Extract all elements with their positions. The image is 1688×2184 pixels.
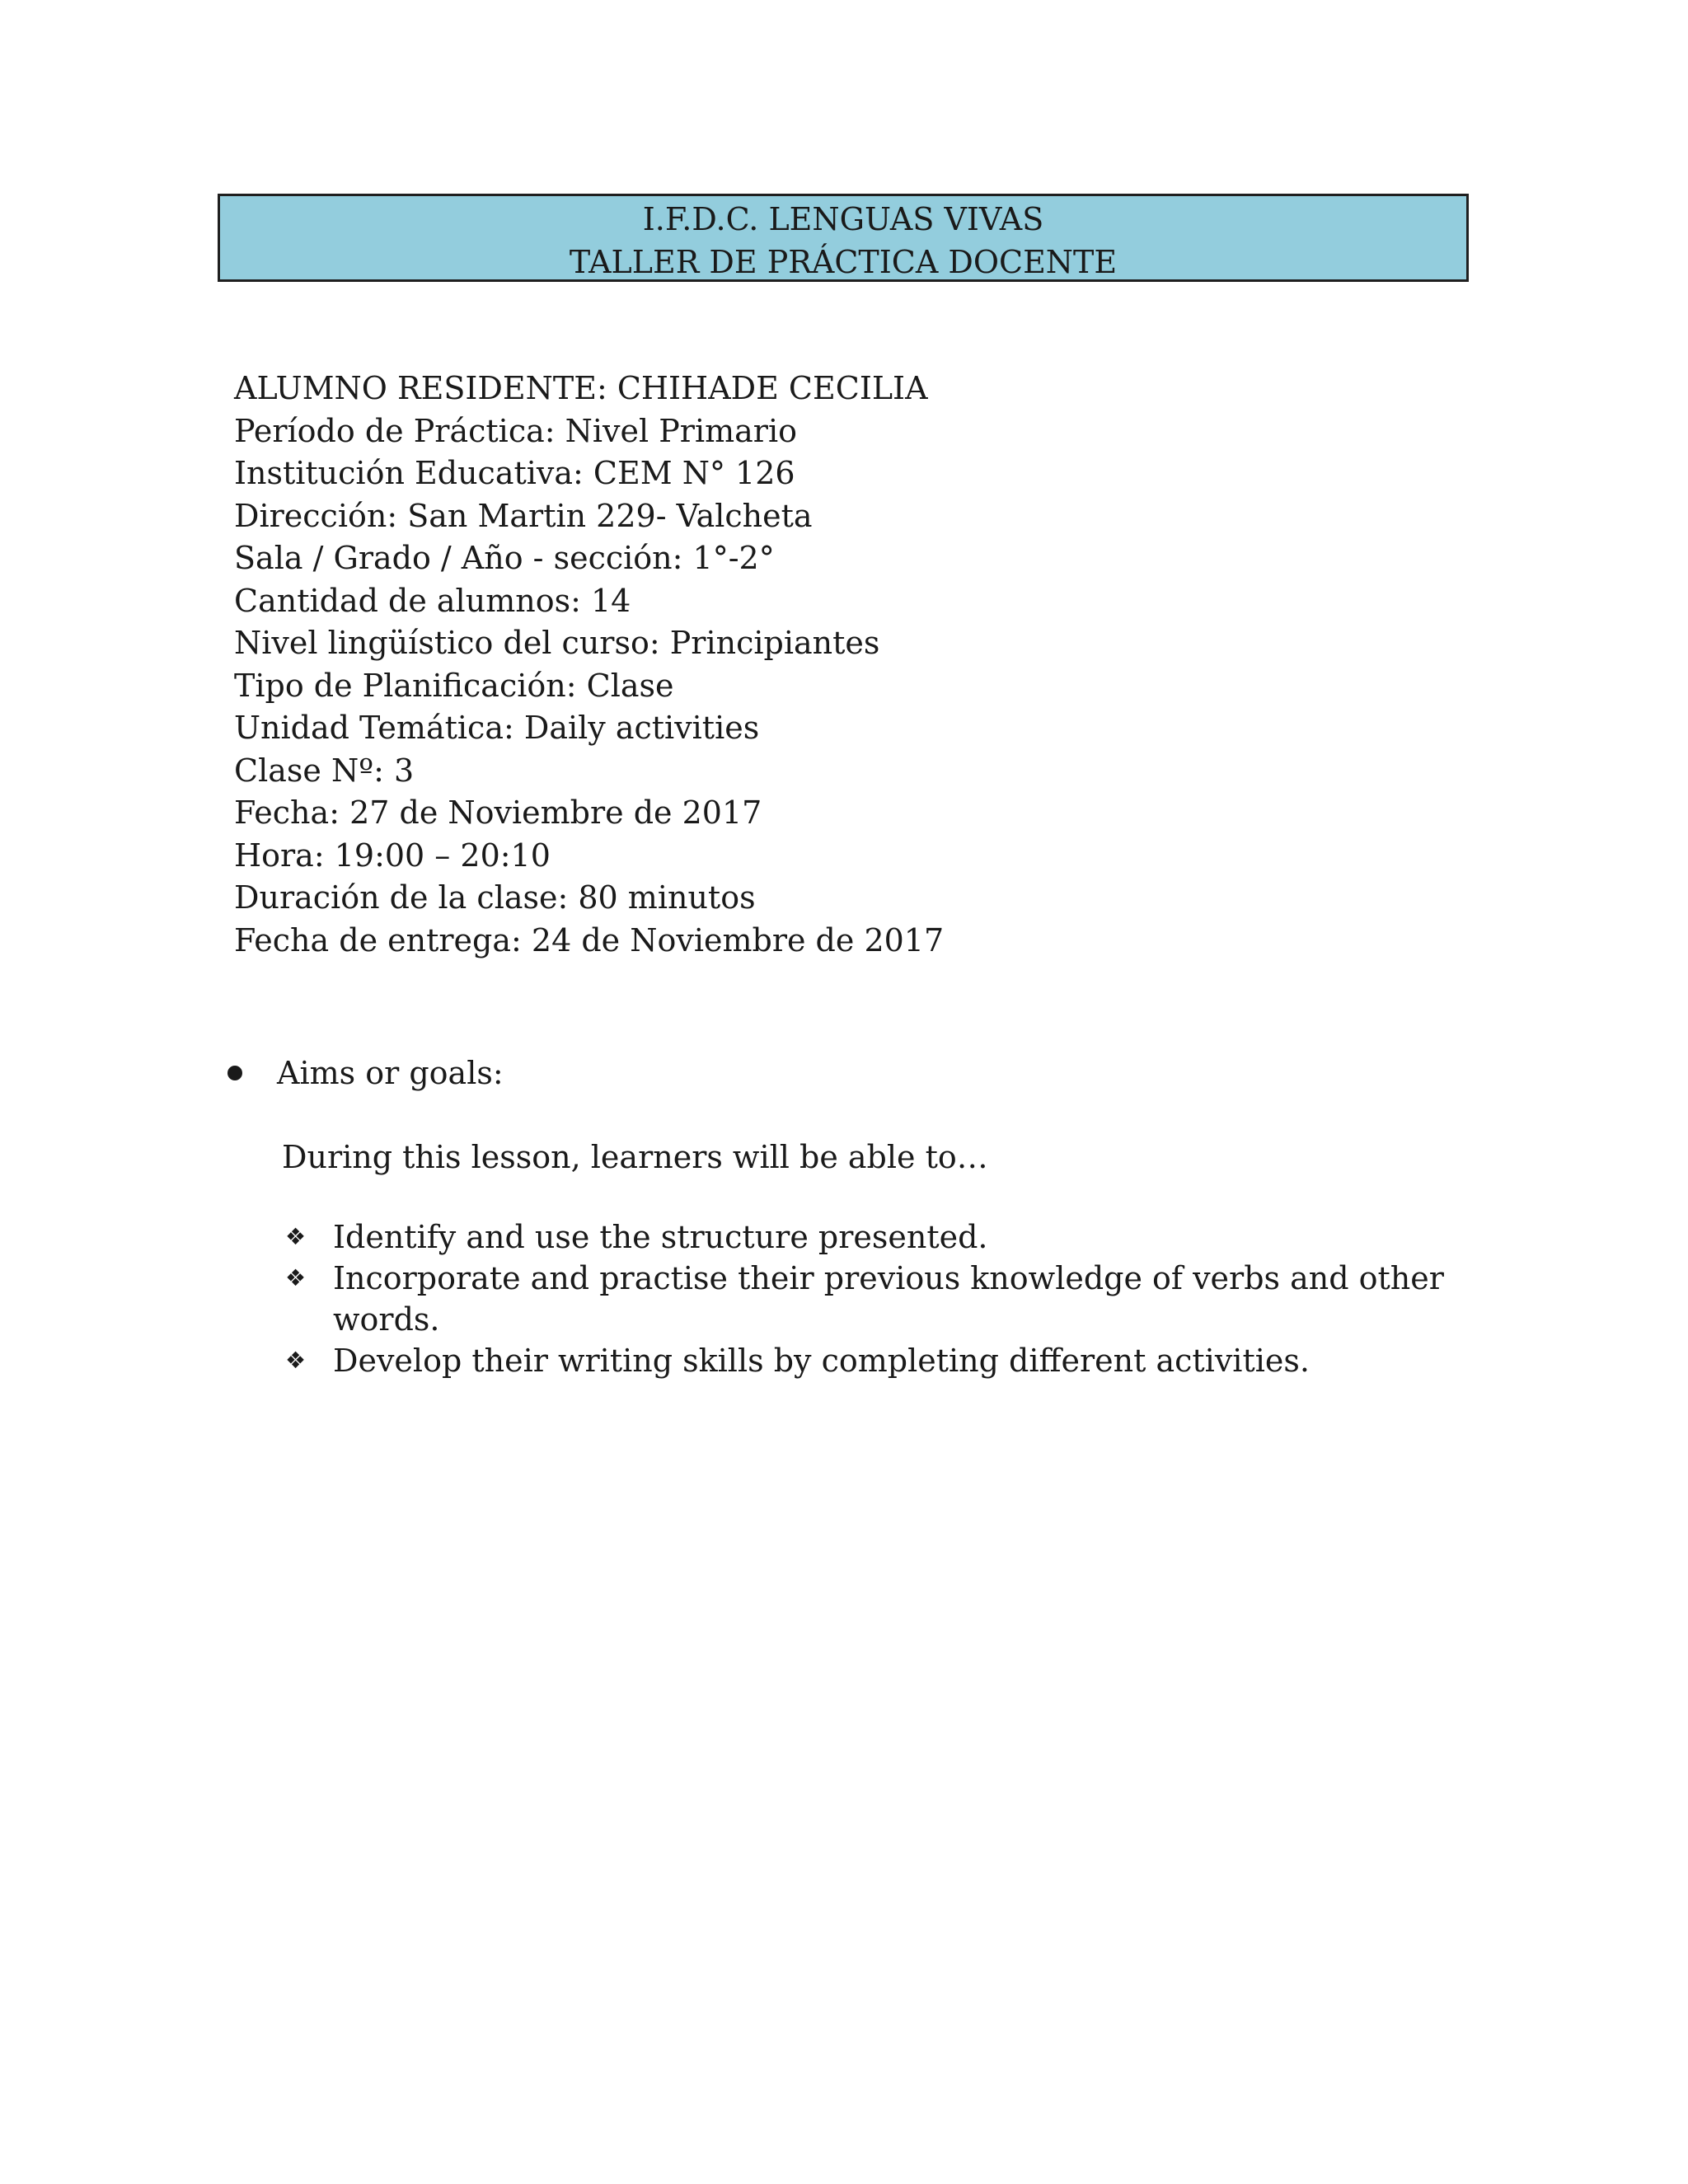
info-plan-type: Tipo de Planificación: Clase	[234, 667, 674, 704]
info-student-count: Cantidad de alumnos: 14	[234, 582, 631, 619]
workshop-title: TALLER DE PRÁCTICA DOCENTE	[569, 244, 1118, 280]
info-institution: Institución Educativa: CEM N° 126	[234, 455, 795, 491]
list-item	[285, 1216, 1456, 1258]
info-time: Hora: 19:00 – 20:10	[234, 837, 551, 874]
info-duration: Duración de la clase: 80 minutos	[234, 879, 756, 916]
aims-intro: During this lesson, learners will be able to…	[282, 1139, 988, 1175]
info-student: ALUMNO RESIDENTE: CHIHADE CECILIA	[234, 370, 928, 406]
goal-text: Incorporate and practise their previous knowledge of verbs and other words.	[333, 1260, 1444, 1338]
aims-section	[224, 1052, 1543, 1094]
diamond-bullet-icon: ❖	[285, 1223, 307, 1250]
institution-title: I.F.D.C. LENGUAS VIVAS	[642, 201, 1044, 237]
list-item	[285, 1340, 1456, 1381]
info-practice-period: Período de Práctica: Nivel Primario	[234, 412, 797, 449]
info-delivery-date: Fecha de entrega: 24 de Noviembre de 2017	[234, 921, 945, 958]
goal-text: Develop their writing skills by completing different activities.	[333, 1343, 1310, 1379]
bullet-icon	[227, 1066, 242, 1080]
list-item	[285, 1258, 1456, 1340]
header-box	[218, 194, 1469, 282]
aims-heading: Aims or goals:	[277, 1055, 504, 1091]
diamond-bullet-icon: ❖	[285, 1264, 307, 1291]
info-grade-section: Sala / Grado / Año - sección: 1°-2°	[234, 540, 775, 576]
info-address: Dirección: San Martin 229- Valcheta	[234, 497, 813, 534]
diamond-bullet-icon: ❖	[285, 1347, 307, 1374]
info-unit: Unidad Temática: Daily activities	[234, 710, 760, 746]
lesson-info	[234, 368, 1470, 962]
aims-heading-row	[224, 1052, 1543, 1094]
info-class-number: Clase Nº: 3	[234, 752, 415, 789]
goals-list	[285, 1216, 1456, 1381]
goal-text: Identify and use the structure presented.	[333, 1219, 988, 1255]
info-language-level: Nivel lingüístico del curso: Principiantes	[234, 625, 880, 661]
info-date: Fecha: 27 de Noviembre de 2017	[234, 794, 762, 831]
